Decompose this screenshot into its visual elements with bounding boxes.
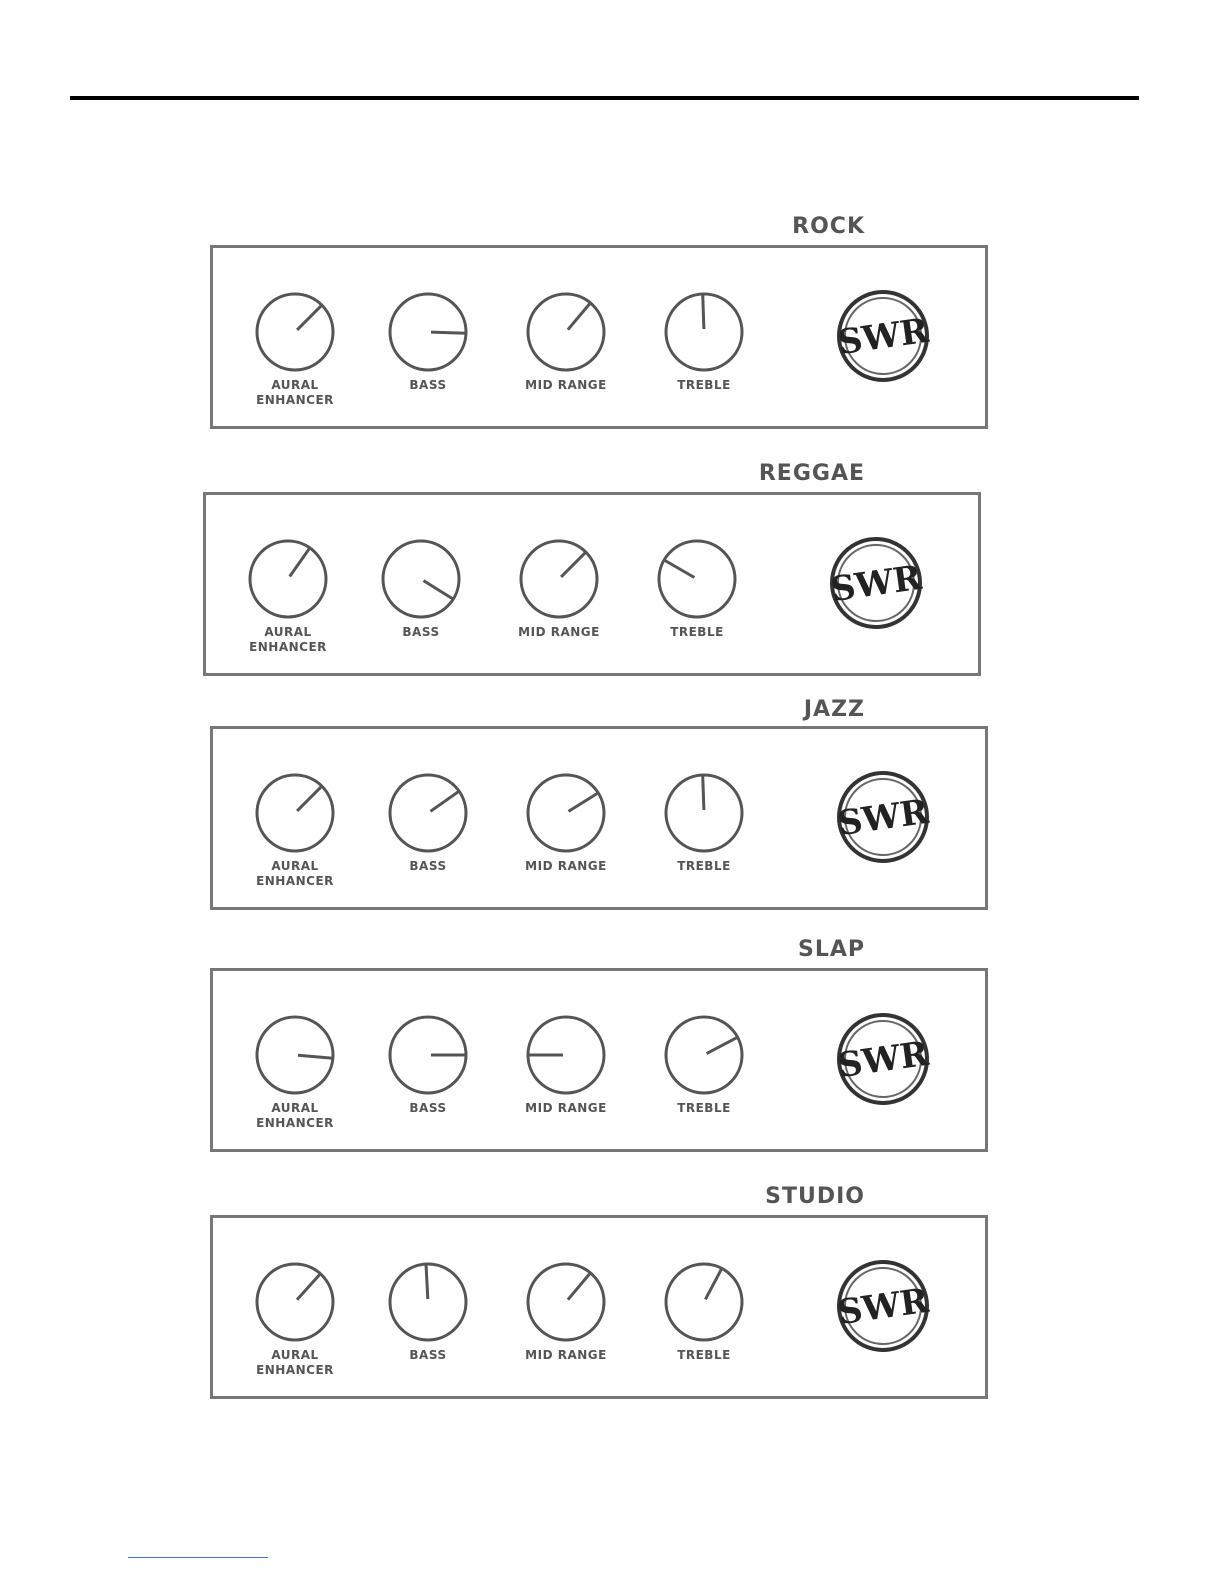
knob-body: [659, 541, 735, 617]
knob-control[interactable]: [484, 537, 634, 640]
knob-icon[interactable]: [253, 1013, 337, 1097]
knob-icon[interactable]: [253, 290, 337, 374]
swr-logo: [828, 535, 924, 631]
knob-icon[interactable]: [662, 1260, 746, 1344]
knob-icon[interactable]: [386, 1260, 470, 1344]
knob-control[interactable]: [353, 771, 503, 874]
knob-label: [629, 1348, 779, 1363]
knob-label: [220, 859, 370, 889]
logo-text: SWR: [835, 1033, 931, 1087]
knob-body: [250, 541, 326, 617]
knob-label: [353, 1101, 503, 1116]
knob-control[interactable]: [220, 1013, 370, 1131]
preset-title: JAZZ: [803, 697, 865, 722]
knob-icon[interactable]: [517, 537, 601, 621]
knob-control[interactable]: [213, 537, 363, 655]
knob-label-line1: TREBLE: [677, 1348, 731, 1362]
knob-icon[interactable]: [524, 290, 608, 374]
knob-label: [491, 378, 641, 393]
knob-label: [220, 1348, 370, 1378]
logo-text: SWR: [835, 310, 931, 364]
knob-control[interactable]: [491, 1013, 641, 1116]
knob-control[interactable]: [491, 771, 641, 874]
knob-icon[interactable]: [379, 537, 463, 621]
preset-panel: [203, 492, 981, 676]
knob-label: [220, 1101, 370, 1131]
knob-label-line2: ENHANCER: [256, 874, 334, 888]
knob-icon[interactable]: [524, 1260, 608, 1344]
knob-pointer: [431, 332, 466, 333]
knob-label: [629, 1101, 779, 1116]
knob-control[interactable]: [220, 1260, 370, 1378]
knob-label-line1: TREBLE: [677, 378, 731, 392]
top-rule: [70, 96, 1139, 100]
knob-label-line1: MID RANGE: [525, 1348, 607, 1362]
knob-label-line1: TREBLE: [677, 1101, 731, 1115]
knob-label: [353, 859, 503, 874]
knob-label: [491, 1348, 641, 1363]
knob-icon[interactable]: [524, 1013, 608, 1097]
knob-control[interactable]: [622, 537, 772, 640]
knob-icon[interactable]: [524, 771, 608, 855]
knob-control[interactable]: [353, 1013, 503, 1116]
knob-label-line2: ENHANCER: [256, 1363, 334, 1377]
knob-control[interactable]: [353, 1260, 503, 1363]
logo-text: SWR: [828, 557, 924, 611]
knob-control[interactable]: [629, 771, 779, 874]
knob-label-line1: BASS: [409, 1101, 447, 1115]
knob-label-line1: MID RANGE: [525, 1101, 607, 1115]
knob-icon[interactable]: [662, 290, 746, 374]
knob-icon[interactable]: [253, 771, 337, 855]
knob-label-line1: BASS: [409, 378, 447, 392]
knob-body: [383, 541, 459, 617]
knob-body: [528, 294, 604, 370]
knob-label-line1: AURAL: [271, 859, 319, 873]
preset-panel: [210, 245, 988, 429]
knob-control[interactable]: [346, 537, 496, 640]
knob-body: [528, 1264, 604, 1340]
knob-label: [491, 859, 641, 874]
knob-label: [353, 378, 503, 393]
footer-link-underline[interactable]: [128, 1557, 268, 1558]
preset-panel: [210, 1215, 988, 1399]
knob-control[interactable]: [491, 290, 641, 393]
preset-title: REGGAE: [758, 461, 865, 486]
knob-body: [528, 775, 604, 851]
knob-label: [220, 378, 370, 408]
knob-label-line1: MID RANGE: [518, 625, 600, 639]
knob-icon[interactable]: [386, 771, 470, 855]
knob-label-line1: TREBLE: [677, 859, 731, 873]
knob-control[interactable]: [220, 290, 370, 408]
knob-label: [353, 1348, 503, 1363]
knob-label: [629, 378, 779, 393]
logo-text: SWR: [835, 1280, 931, 1334]
knob-control[interactable]: [353, 290, 503, 393]
knob-label-line2: ENHANCER: [256, 393, 334, 407]
knob-control[interactable]: [629, 290, 779, 393]
knob-pointer: [426, 1264, 428, 1299]
knob-label-line1: AURAL: [271, 1348, 319, 1362]
knob-label-line1: TREBLE: [670, 625, 724, 639]
knob-icon[interactable]: [662, 771, 746, 855]
knob-control[interactable]: [629, 1013, 779, 1116]
knob-body: [666, 1017, 742, 1093]
swr-logo: [835, 1011, 931, 1107]
knob-pointer: [703, 775, 704, 810]
knob-control[interactable]: [491, 1260, 641, 1363]
knob-body: [257, 1017, 333, 1093]
swr-logo: [835, 1258, 931, 1354]
knob-body: [390, 775, 466, 851]
knob-body: [666, 1264, 742, 1340]
knob-label: [629, 859, 779, 874]
knob-label-line1: AURAL: [271, 1101, 319, 1115]
knob-label: [484, 625, 634, 640]
knob-control[interactable]: [220, 771, 370, 889]
knob-label-line1: AURAL: [264, 625, 312, 639]
knob-label-line1: BASS: [409, 1348, 447, 1362]
knob-icon[interactable]: [386, 290, 470, 374]
preset-title: SLAP: [797, 937, 865, 962]
knob-label: [346, 625, 496, 640]
preset-title: STUDIO: [765, 1184, 865, 1209]
preset-panel: [210, 726, 988, 910]
logo-text: SWR: [835, 791, 931, 845]
knob-icon[interactable]: [253, 1260, 337, 1344]
knob-label: [491, 1101, 641, 1116]
swr-logo: [835, 288, 931, 384]
knob-icon[interactable]: [386, 1013, 470, 1097]
knob-label: [213, 625, 363, 655]
knob-label: [622, 625, 772, 640]
preset-title: ROCK: [792, 214, 865, 239]
knob-label-line1: BASS: [409, 859, 447, 873]
knob-label-line2: ENHANCER: [256, 1116, 334, 1130]
knob-label-line1: MID RANGE: [525, 859, 607, 873]
knob-icon[interactable]: [246, 537, 330, 621]
swr-logo: [835, 769, 931, 865]
preset-panel: [210, 968, 988, 1152]
knob-label-line1: AURAL: [271, 378, 319, 392]
knob-icon[interactable]: [655, 537, 739, 621]
knob-body: [257, 1264, 333, 1340]
knob-label-line1: MID RANGE: [525, 378, 607, 392]
knob-label-line1: BASS: [402, 625, 440, 639]
knob-icon[interactable]: [662, 1013, 746, 1097]
knob-label-line2: ENHANCER: [249, 640, 327, 654]
knob-control[interactable]: [629, 1260, 779, 1363]
knob-pointer: [703, 294, 704, 329]
